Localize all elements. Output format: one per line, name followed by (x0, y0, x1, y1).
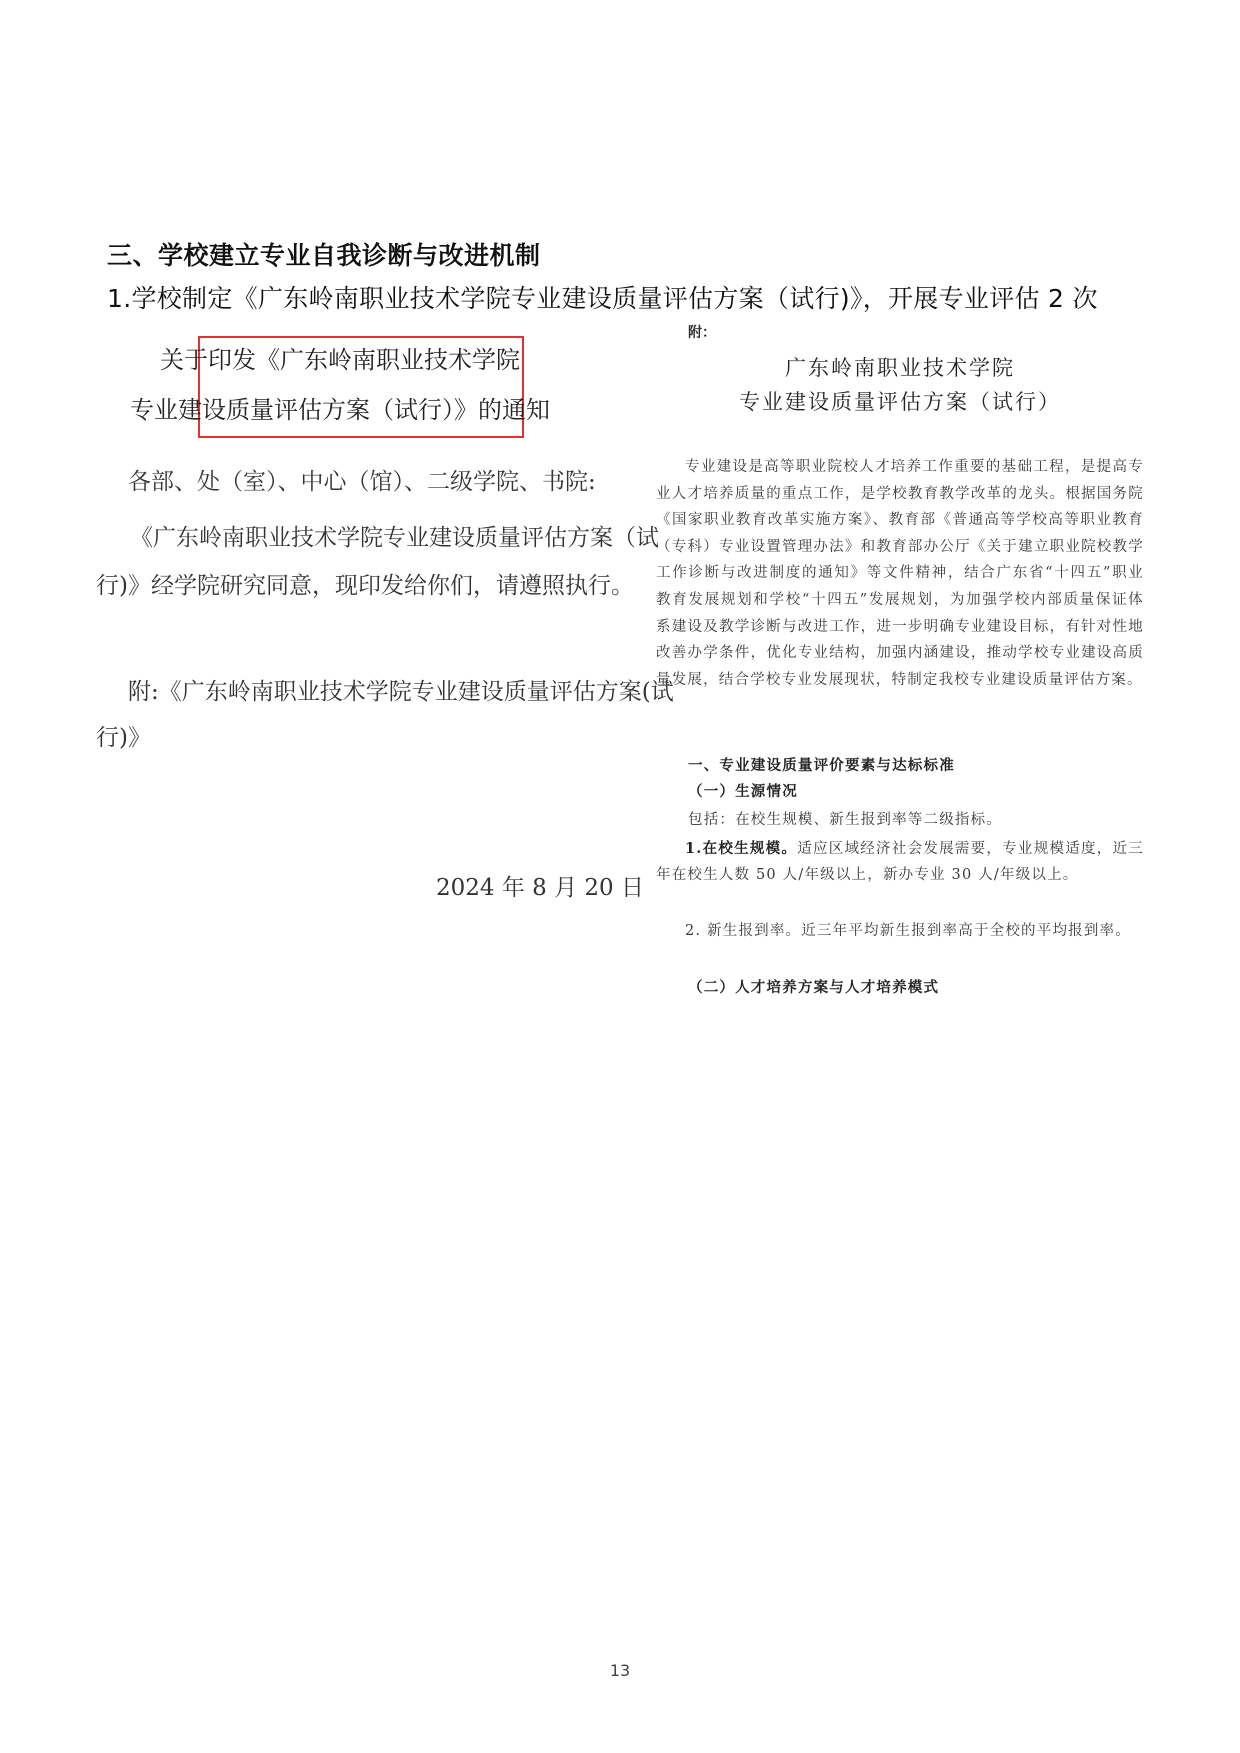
notice-scan (90, 330, 674, 1020)
attachment-scan (650, 322, 1150, 1022)
attachment-subheading1: （一）生源情况 (688, 783, 798, 800)
attachment-label: 附： (688, 325, 716, 341)
notice-title-line2: 专业建设质量评估方案（试行）》的通知 (130, 396, 550, 424)
attachment-item1 (656, 836, 1144, 888)
notice-attachment-line2: 行)》 (96, 725, 151, 751)
attachment-subheading2: （二）人才培养方案与人才培养模式 (688, 979, 940, 996)
notice-date: 2024 年 8 月 20 日 (436, 875, 644, 901)
attachment-item2: 2. 新生报到率。近三年平均新生报到率高于全校的平均报到率。 (685, 923, 1131, 939)
attachment-title-line1: 广东岭南职业技术学院 (785, 356, 1015, 380)
notice-recipients: 各部、处（室）、中心（馆）、二级学院、书院: (128, 469, 596, 495)
item-line: 1.学校制定《广东岭南职业技术学院专业建设质量评估方案（试行)》，开展专业评估 2 次 (107, 284, 1098, 313)
notice-body-line2: 行)》经学院研究同意，现印发给你们，请遵照执行。 (96, 573, 634, 599)
attachment-heading1: 一、专业建设质量评价要素与达标标准 (688, 757, 955, 774)
notice-title-line1: 关于印发《广东岭南职业技术学院 (160, 346, 520, 374)
notice-attachment-line1: 附:《广东岭南职业技术学院专业建设质量评估方案(试 (128, 679, 674, 705)
attachment-item1-text: 适应区域经济社会发展需要，专业规模适度，近三年在校生人数 50 人/年级以上，新办专业 30 人/年级以上。 (656, 841, 1144, 883)
attachment-item1-title: 1.在校生规模。 (685, 840, 798, 857)
attachment-intro: 专业建设是高等职业院校人才培养工作重要的基础工程，是提高专业人才培养质量的重点工作，是学校教育教学改革的龙头。根据国务院《国家职业教育改革实施方案》、教育部《普通高等学校高等职业教育（专科）专业设置管理办法》和教育部办公厅《关于建立职业院校教学工作诊断与改进制度的通知》等文件精神，结合广东省“十四五”职业教育发展规划和学校“十四五”发展规划，为加强学校内部质量保证体系建设及教学诊断与改进工作，进一步明确专业建设目标，有针对性地改善办学条件，优化专业结构，加强内涵建设，推动学校专业建设高质量发展，结合学校专业发展现状，特制定我校专业建设质量评估方案。 (656, 459, 1144, 688)
attachment-title-line2: 专业建设质量评估方案（试行） (739, 390, 1061, 414)
section-heading: 三、学校建立专业自我诊断与改进机制 (107, 241, 541, 270)
notice-body-line1: 《广东岭南职业技术学院专业建设质量评估方案（试 (130, 525, 659, 551)
attachment-includes: 包括：在校生规模、新生报到率等二级指标。 (688, 812, 1002, 828)
page-number: 13 (609, 1661, 631, 1680)
